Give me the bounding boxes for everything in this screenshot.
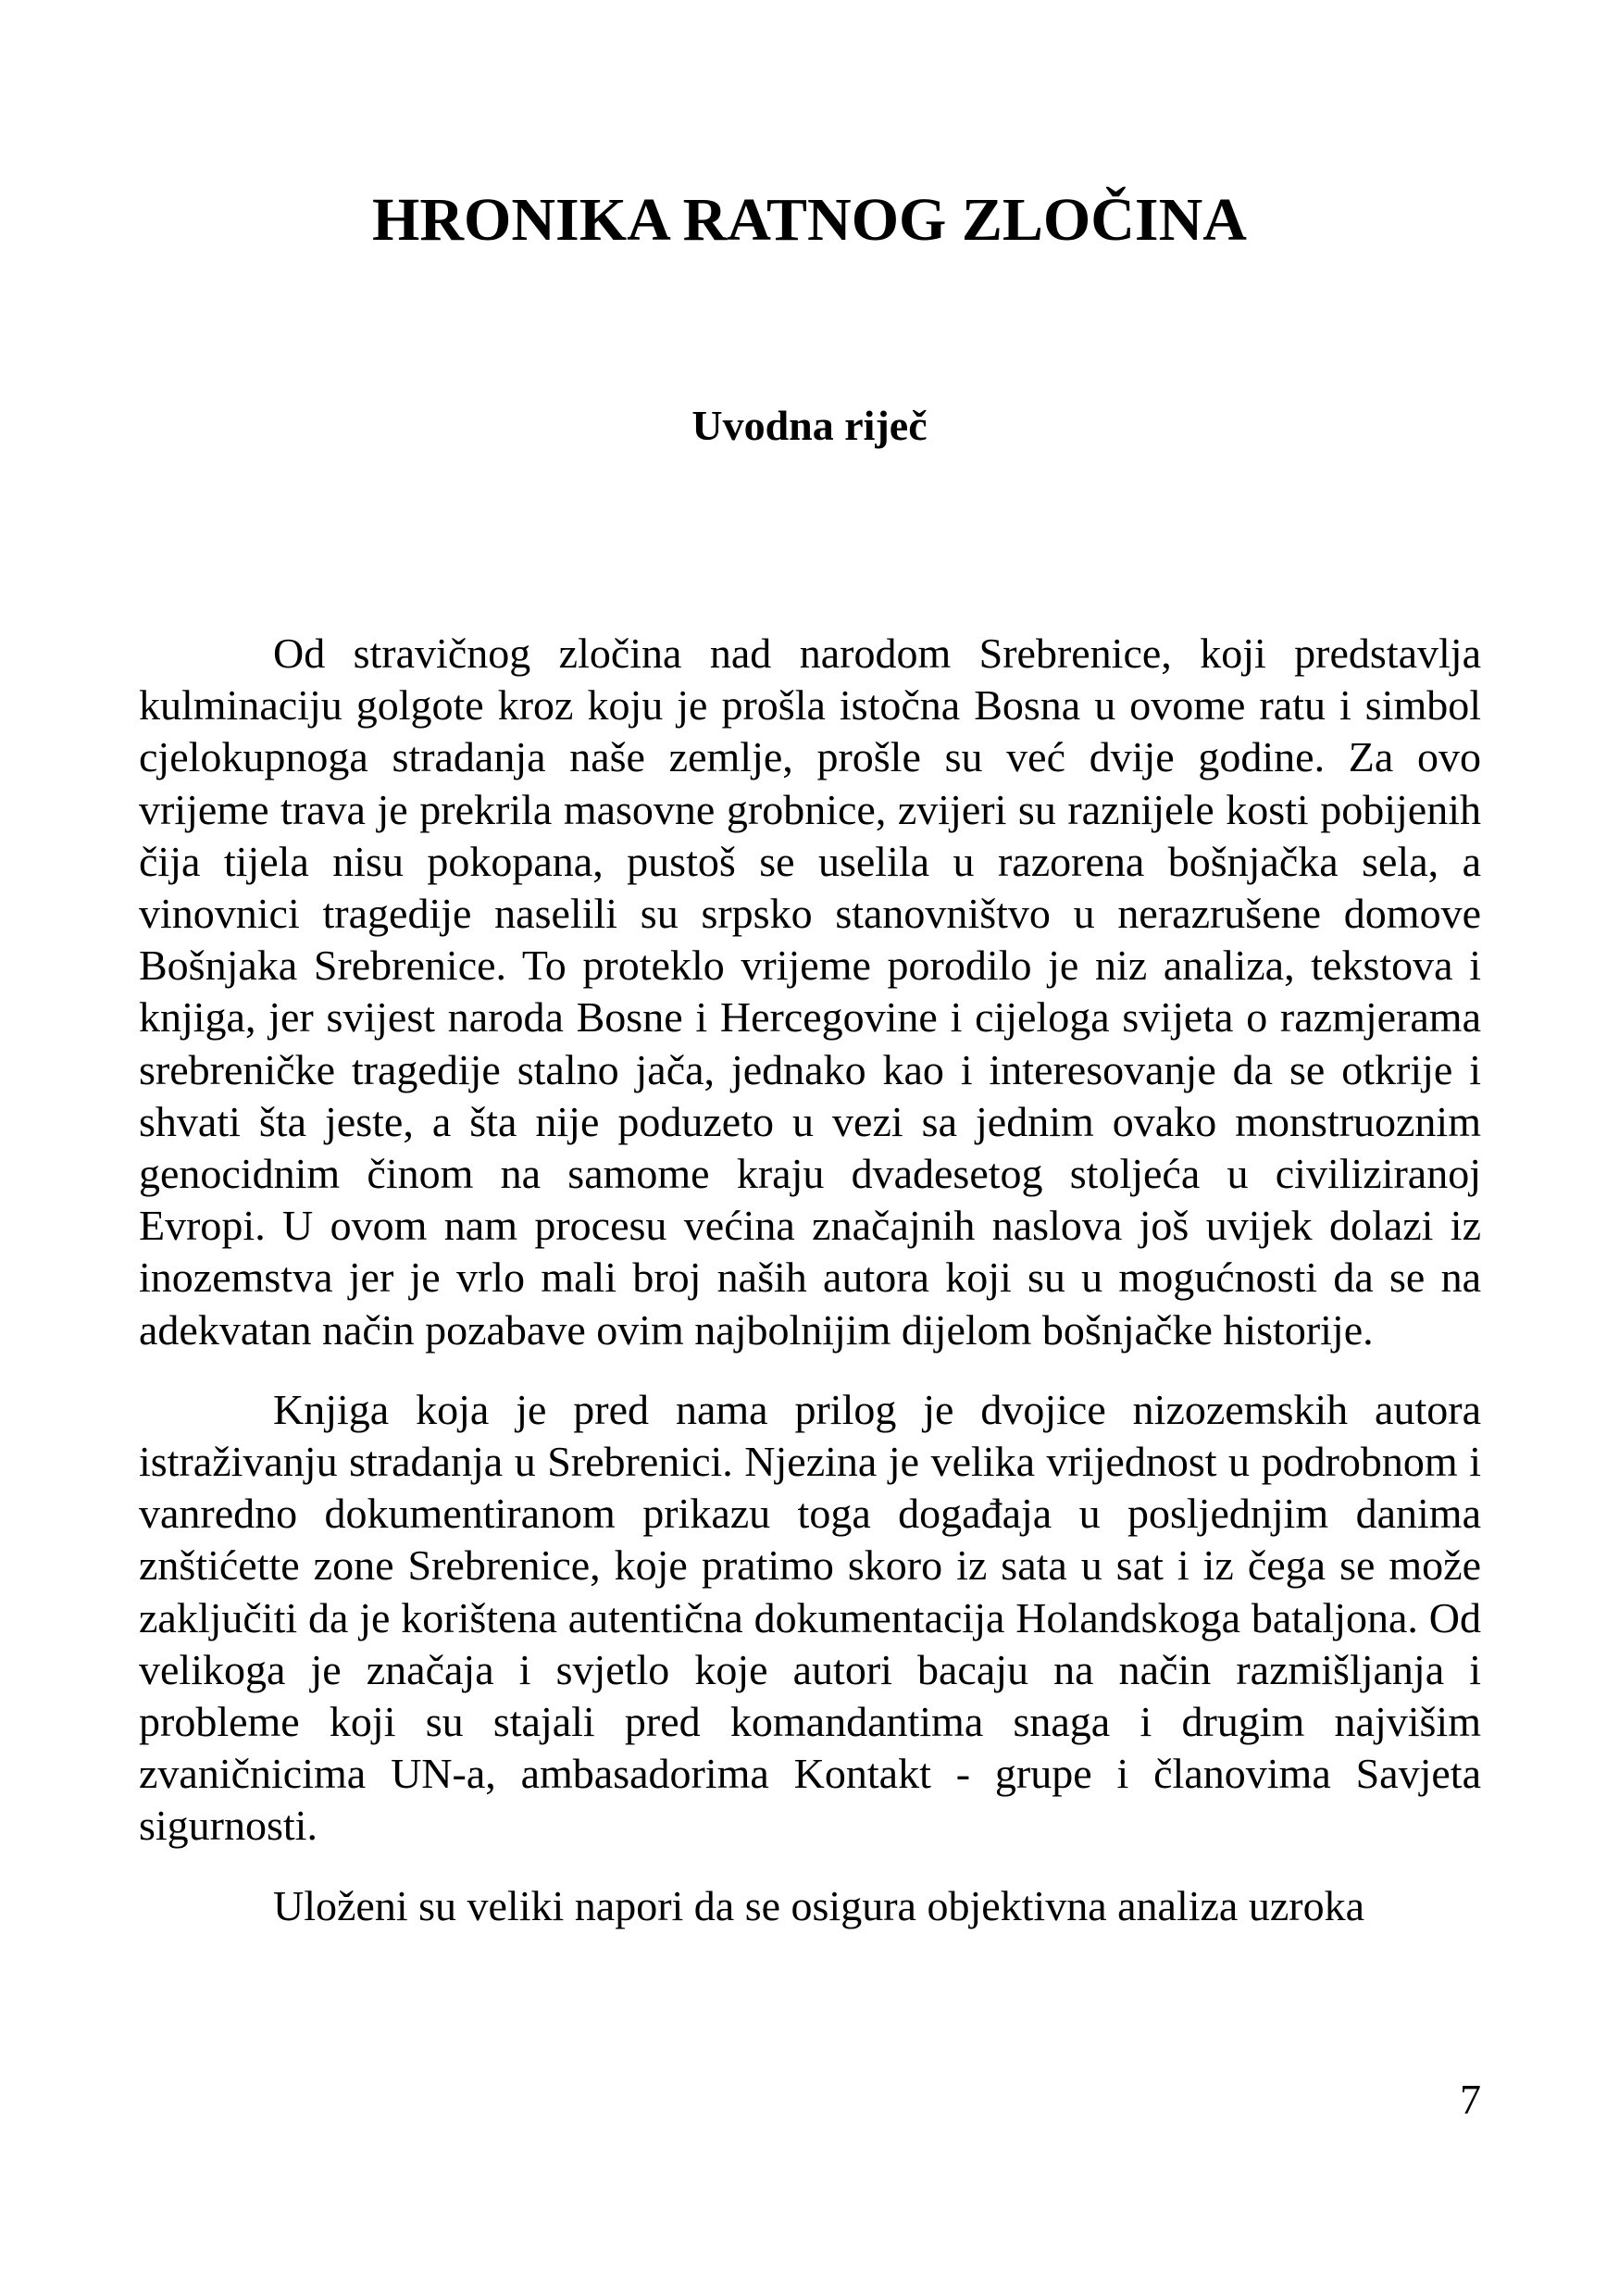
- paragraph-2: Knjiga koja je pred nama prilog je dvojice nizozemskih autora istraživanju stradanja u Srebrenici. Njezina je velika vrijednost u podrobnom i vanredno dokumentiranom prikazu toga događaja u posljednjim danima znštićette zone Srebrenice, koje pratimo skoro iz sata u sat i iz čega se može zaključiti da je korištena autentična dokumentacija Holandskoga bataljona. Od velikoga je značaja i svjetlo koje autori bacaju na način razmišljanja i probleme koji su stajali pred komandantima snaga i drugim najvišim zvaničnicima UN-a, ambasadorima Kontakt - grupe i članovima Savjeta sigurnosti.: [139, 1385, 1481, 1850]
- paragraph-1: Od stravičnog zločina nad narodom Srebrenice, koji predstavlja kulminaciju golgote kroz koju je prošla istočna Bosna u ovome ratu i simbol cjelokupnoga stradanja naše zemlje, prošle su već dvije godine. Za ovo vrijeme trava je prekrila masovne grobnice, zvijeri su raznijele kosti pobijenih čija tijela nisu pokopana, pustoš se uselila u razorena bošnjačka sela, a vinovnici tragedije naselili su srpsko stanovništvo u nerazrušene domove Bošnjaka Srebrenice. To proteklo vrijeme porodilo je niz analiza, tekstova i knjiga, jer svijest naroda Bosne i Hercegovine i cijeloga svijeta o razmjerama srebreničke tragedije stalno jača, jednako kao i interesovanje da se otkrije i shvati šta jeste, a šta nije poduzeto u vezi sa jednim ovako monstruoznim genocidnim činom na samome kraju dvadesetog stoljeća u civiliziranoj Evropi. U ovom nam procesu većina značajnih naslova još uvijek dolazi iz inozemstva jer je vrlo mali broj naših autora koji su u mogućnosti da se na adekvatan način pozabave ovim najbolnijim dijelom bošnjačke historije.: [139, 630, 1481, 1354]
- section-subtitle: Uvodna riječ: [691, 402, 928, 449]
- body-text: [139, 628, 1481, 1960]
- page-title: HRONIKA RATNOG ZLOČINA: [372, 186, 1247, 254]
- page-number: 7: [1460, 2076, 1481, 2123]
- paragraph-3: Uloženi su veliki napori da se osigura objektivna analiza uzroka: [273, 1881, 1364, 1929]
